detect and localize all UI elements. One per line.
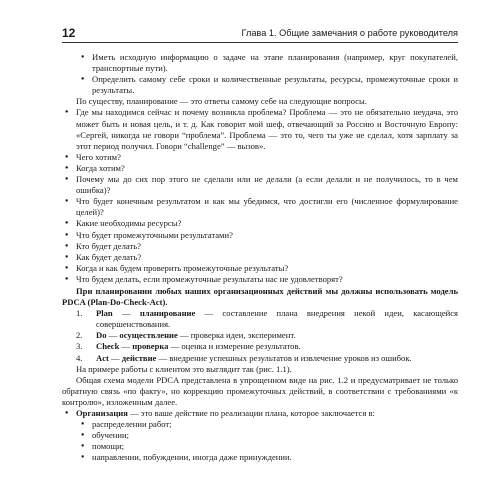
question-item: ● Что будет промежуточными результатами? xyxy=(62,230,458,241)
organization-text: — это ваше действие по реализации плана, которое заключается в: xyxy=(127,408,375,418)
step-number: 4. xyxy=(76,352,83,363)
step-text: — внедрение успешных результатов и извлечение уроков из ошибок. xyxy=(156,352,412,363)
question-item: ● Какие необходимы ресурсы? xyxy=(62,218,458,229)
question-item: ● Что будем делать, если промежуточные результаты нас не удовлетворят? xyxy=(62,274,458,285)
step-term-ru: осуществление xyxy=(119,330,178,341)
organization-item xyxy=(62,408,458,419)
question-item: ● Чего хотим? xyxy=(62,152,458,163)
step-term-ru: действие xyxy=(121,352,157,363)
step-number: 1. xyxy=(76,308,83,319)
step-text: — составление плана внедрения некой идеи, касающейся совершенствования. xyxy=(96,308,458,330)
page-number: 12 xyxy=(62,26,76,40)
pdca-step: 4. Act — действие — внедрение успешных результатов и извлечение уроков из ошибок. xyxy=(76,352,412,363)
organization-sub-item: ● обучении; xyxy=(62,430,458,441)
step-term: Check xyxy=(96,341,120,352)
pdca-step: 1. Plan — планирование — составление плана внедрения некой идеи, касающейся совершенствования. xyxy=(76,308,458,330)
pdca-step: 2. Do — осуществление — проверка идеи, эксперимент. xyxy=(76,330,296,341)
question-item: ● Как будет делать? xyxy=(62,252,458,263)
paragraph-example: На примере работы с клиентом это выглядит так (рис. 1.1). xyxy=(76,363,292,374)
paragraph-scheme: Общая схема модели PDCA представлена в упрощенном виде на рис. 1.2 и предусматривает не только обратную связь «по факту», но коррекцию промежуточных действий, в соответствии с требованиями «к контролю», изложенным далее. xyxy=(62,374,458,407)
question-item: ● Почему мы до сих пор этого не сделали или не делали (а если делали и не получилось, то в чем ошибка)? xyxy=(62,174,458,196)
step-term-ru: проверка xyxy=(132,341,169,352)
organization-sub-item: ● направлении, побуждении, иногда даже принуждении. xyxy=(62,452,458,463)
running-head: Глава 1. Общие замечания о работе руководителя xyxy=(241,28,458,38)
step-term: Do xyxy=(96,330,107,341)
step-term: Plan xyxy=(96,308,113,319)
pdca-step: 3. Check — проверка — оценка и измерение результатов. xyxy=(76,341,301,352)
organization-sub-item: ● помощи; xyxy=(62,441,458,452)
step-term: Act xyxy=(96,352,109,363)
step-number: 3. xyxy=(76,341,83,352)
question-item: ● Кто будет делать? xyxy=(62,241,458,252)
sub-bullet: ● Определить самому себе сроки и количественные результаты, ресурсы, промежуточные сроки и результаты. xyxy=(62,74,458,96)
pdca-intro: При планировании любых наших организационных действий мы должны использовать модель PDCA (Plan-Do-Check-Act). xyxy=(62,285,458,308)
step-text: — проверка идеи, эксперимент. xyxy=(177,330,296,341)
paragraph-planning: По существу, планирование — это ответы самому себе на следующие вопросы. xyxy=(76,96,367,107)
page-header xyxy=(62,26,458,43)
question-item: ● Что будет конечным результатом и как мы убедимся, что достигли его (численное формулирование целей)? xyxy=(62,196,458,218)
organization-sub-item: ● распределении работ; xyxy=(62,419,458,430)
step-text: — оценка и измерение результатов. xyxy=(168,341,301,352)
page-body xyxy=(62,52,458,463)
step-number: 2. xyxy=(76,330,83,341)
sub-bullet: ● Иметь исходную информацию о задаче на этапе планирования (например, круг покупателей, транспортные пути). xyxy=(62,52,458,74)
step-term-ru: планирование xyxy=(139,308,196,319)
organization-term: Организация xyxy=(76,408,128,418)
question-item: ● Когда и как будем проверить промежуточные результаты? xyxy=(62,263,458,274)
question-item: ● Когда хотим? xyxy=(62,163,458,174)
question-item: ● Где мы находимся сейчас и почему возникла проблема? Проблема — это не обязательно неудача, это может быть и новая цель, и т. д. Как говорит мой шеф, отвечающий за Россию и Восточную Европу: «Сергей, никогда не говори “проблема”. Проблема — это то, чего ты уже не сделал, хотя зарплату за этот период получил. Говори “challenge” — вызов». xyxy=(62,107,458,151)
